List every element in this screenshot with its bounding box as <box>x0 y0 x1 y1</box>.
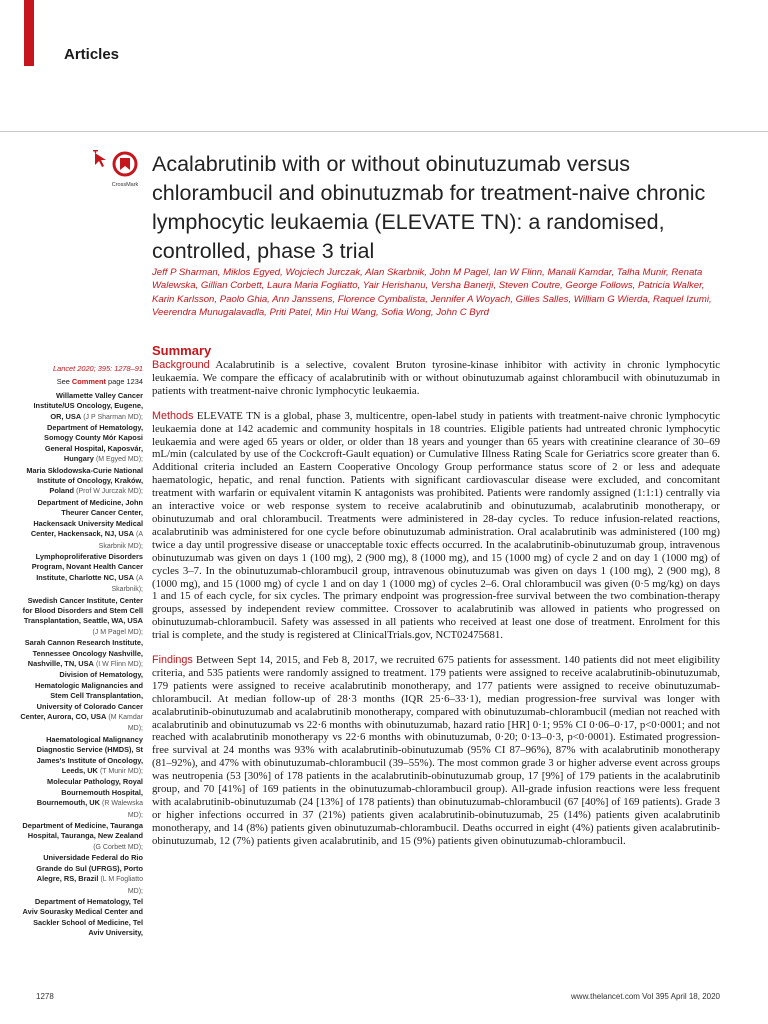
see-comment <box>20 377 143 387</box>
methods-label: Methods <box>152 409 194 422</box>
crossmark-label: CrossMark <box>111 182 139 188</box>
affiliation-institution: Molecular Pathology, Royal Bournemouth Hospital, Bournemouth, UK <box>36 777 143 808</box>
abstract <box>152 359 720 860</box>
affiliation-institution: Sarah Cannon Research Institute, Tennessee Oncology Nashville, Nashville, TN, USA <box>24 638 143 668</box>
affiliation-author: (A Skarbnik MD); <box>98 531 143 550</box>
affiliation-author: (I W Flinn MD); <box>95 660 143 668</box>
affiliation-institution: Department of Medicine, John Theurer Cancer Center, Hackensack University Medical Center, Hackensack, NJ, USA <box>30 497 143 539</box>
header-divider <box>0 131 768 132</box>
affiliation-item <box>20 821 143 853</box>
affiliation-list <box>20 391 143 939</box>
affiliation-item <box>20 777 143 821</box>
citation-text: Lancet 2020; 395: 1278–91 <box>52 364 143 373</box>
affiliation-item <box>20 670 143 734</box>
affiliation-item <box>20 897 143 939</box>
author-list: Jeff P Sharman, Miklos Egyed, Wojciech Jurczak, Alan Skarbnik, John M Pagel, Ian W Flinn, Manali Kamdar, Talha Munir, Renata Walewska, Gillian Corbett, Laura Maria Fogliatto, Yair Herishanu, Versha Banerji, Steven Coutre, George Follows, Patricia Walker, Karin Karlsson, Paolo Ghia, Ann Janssens, Florence Cymbalista, Jennifer A Woyach, Gilles Salles, William G Wierda, Raquel Izumi, Veerendra Munugalavadla, Priti Patel, Min Hui Wang, Sofia Wong, John C Byrd <box>152 267 712 319</box>
section-label: Articles <box>64 46 120 63</box>
methods-text: ELEVATE TN is a global, phase 3, multicentre, open-label study in patients with treatment-naive chronic lymphocytic leukaemia done at 142 academic and community hospitals in 18 countries. Eligible patients had untreated chronic lymphocytic leukaemia and were aged 65 years or older, or older than 18 years and younger than 65 years with creatinine clearance of 30–69 mL/min (calculated by use of the Cockcroft-Gault equation) or Cumulative Illness Rating Scale for Geriatrics score greater than 6. Additional criteria included an Eastern Cooperative Oncology Group performance status score of 2 or less and adequate haematologic, hepatic, and renal function. Patients with significant cardiovascular disease were excluded, and concomitant treatment with warfarin or equivalent vitamin K antagonists was prohibited. Patients were randomly assigned (1:1:1) centrally via an interactive voice or web response system to receive acalabrutinib and obinutuzumab, acalabrutinib monotherapy, or obinutuzumab and oral chlorambucil. Treatments were administered in 28-day cycles. To reduce infusion-related reactions, acalabrutinib was administered for one cycle before obinutuzumab administration. Oral acalabrutinib was administered (100 mg) twice a day until progressive disease or unacceptable toxic effects occurred. In the acalabrutinib-obinutuzumab group, intravenous obinutuzumab was given on days 1 (100 mg), 2 (900 mg), 8 (1000 mg), and 15 (1000 mg) of cycle 2 and on day 1 (1000 mg) of cycles 3–7. In the obinutuzumab-chlorambucil group, intravenous obinutuzumab was given on days 1 (100 mg), 2 (900 mg), 8 (1000 mg), and 15 (1000 mg) of cycle 1 and on day 1 (1000 mg) of cycles 2–6. Oral chlorambucil was given (0·5 mg/kg) on days 1 and 15 of each cycle, for six cycles. The primary endpoint was progression-free survival between the two combination-therapy groups, assessed by independent review committee. Crossover to acalabrutinib was allowed in patients who progressed on obinutuzumab-chlorambucil. Safety was assessed in all patients who received at least one dose of treatment. Enrolment for this trial is complete, and the study is registered at ClinicalTrials.gov, NCT02475681. <box>152 409 720 642</box>
findings-label: Findings <box>152 654 193 667</box>
affiliation-author: (M Kamdar MD); <box>108 714 143 733</box>
background-text: Acalabrutinib is a selective, covalent Bruton tyrosine-kinase inhibitor with activity in chronic lymphocytic leukaemia. We compare the efficacy of acalabrutinib with or without obinutuzumab against chlorambucil with obinutuzumab in patients with treatment-naive chronic lymphocytic leukaemia. <box>152 359 720 397</box>
page-number: 1278 <box>36 992 54 1001</box>
affiliation-author: (A Skarbnik); <box>111 574 143 594</box>
citation <box>20 364 143 374</box>
affiliation-institution: Department of Hematology, Tel Aviv Sourasky Medical Center and Sackler School of Medicine, Tel Aviv University, <box>22 896 143 938</box>
see-prefix: See <box>56 377 72 387</box>
affiliation-author: (T Munir MD); <box>99 768 143 776</box>
affiliation-item <box>20 391 143 423</box>
affiliation-author: (R Walewska MD); <box>102 800 143 819</box>
affiliation-author: (J P Sharman MD); <box>83 413 143 421</box>
affiliation-institution: Universidade Federal do Rio Grande do Sul (UFRGS), Porto Alegre, RS, Brazil <box>36 853 143 884</box>
affiliation-institution: Department of Hematology, Somogy County Mór Kaposi General Hospital, Kaposvár, Hungary <box>44 423 143 464</box>
affiliation-author: (G Corbett MD); <box>93 843 143 851</box>
affiliation-author: (J M Pagel MD); <box>92 628 143 636</box>
cursor-plus-icon <box>93 150 106 167</box>
affiliation-institution: Haematological Malignancy Diagnostic Service (HMDS), St James's Institute of Oncology, Leeds, UK <box>36 734 143 776</box>
affiliation-institution: Department of Medicine, Tauranga Hospital, Tauranga, New Zealand <box>22 821 143 841</box>
affiliation-institution: Willamette Valley Cancer Institute/US Oncology, Eugene, OR, USA <box>33 390 143 421</box>
journal-red-bar <box>24 0 34 66</box>
background-label: Background <box>152 359 210 371</box>
affiliation-institution: Division of Hematology, Hematologic Malignancies and Stem Cell Transplantation, University of Colorado Cancer Center, Aurora, CO, USA <box>20 670 143 721</box>
article-title: Acalabrutinib with or without obinutuzumab versus chlorambucil and obinutuzmab for treatment-naive chronic lymphocytic leukaemia (ELEVATE TN): a randomised, controlled, phase 3 trial <box>152 152 706 263</box>
journal-footer: www.thelancet.com Vol 395 April 18, 2020 <box>571 992 720 1001</box>
summary-heading: Summary <box>152 343 212 358</box>
affiliation-item <box>20 735 143 778</box>
sidebar <box>20 364 143 939</box>
affiliation-institution: Lymphoproliferative Disorders Program, Novant Health Cancer Institute, Charlotte NC, USA <box>31 551 143 582</box>
see-suffix: page 1234 <box>106 377 143 387</box>
affiliation-item <box>20 423 143 466</box>
findings-text: Between Sept 14, 2015, and Feb 8, 2017, we recruited 675 patients for assessment. 140 patients did not meet eligibility criteria, and 535 patients were randomly assigned to treatment. 179 patients were assigned to receive acalabrutinib-obinutuzumab, 179 patients were assigned to receive acalabrutinib monotherapy, and 177 patients were assigned to receive obinutuzumab-chlorambucil. At median follow-up of 28·3 months (IQR 25·6–33·1), median progression-free survival was longer with acalabrutinib-obinutuzumab and acalabrutinib monotherapy, compared with obinutuzumab-chlorambucil (median not reached with acalabrutinib and obinutuzumab vs 22·6 months with obinutuzumab, hazard ratio [HR] 0·1; 95% CI 0·06–0·17, p<0·0001; and not reached with acalabrutinib monotherapy vs 22·6 months with obinutuzumab, 0·20; 0·13–0·3, p<0·0001). Estimated progression-free survival at 24 months was 93% with acalabrutinib-obinutuzumab (95% CI 87–96%), 87% with acalabrutinib monotherapy (81–92%), and 47% with obinutuzumab-chlorambucil (39–55%). The most common grade 3 or higher adverse event across groups was neutropenia (53 [30%] of 178 patients in the acalabrutinib-obinutuzumab group, 17 [9%] of 179 patients in the acalabrutinib group, and 70 [41%] of 169 patients in the obinutuzumab-chlorambucil group). All-grade infusion reactions were less frequent with acalabrutinib-obinutuzumab (24 [13%] of 178 patients) than obinutuzumab-chlorambucil (67 [40%] of 169 patients). Grade 3 or higher infections occurred in 37 (21%) patients given acalabrutinib-obinutuzumab, 25 (14%) patients given acalabrutinib monotherapy, and 14 (8%) patients given obinutuzumab-chlorambucil. Deaths occurred in eight (4%) patients given acalabrutinib-obinutuzumab, 12 (7%) patients given acalabrutinib, and 15 (9%) patients given obinutuzumab-chlorambucil. <box>152 654 720 847</box>
findings-paragraph <box>152 654 720 848</box>
affiliation-item <box>20 466 143 498</box>
crossmark-icon[interactable] <box>92 150 142 190</box>
affiliation-institution: Maria Sklodowska-Curie National Institute of Oncology, Kraków, Poland <box>26 465 143 496</box>
affiliation-item <box>20 638 143 670</box>
affiliation-author: (Prof W Jurczak MD); <box>76 488 143 496</box>
affiliation-item <box>20 596 143 639</box>
methods-paragraph <box>152 410 720 642</box>
affiliation-item <box>20 498 143 552</box>
affiliation-author: (L M Fogliatto MD); <box>100 876 143 895</box>
background-paragraph <box>152 359 720 398</box>
affiliation-item <box>20 552 143 596</box>
affiliation-item <box>20 853 143 897</box>
comment-link[interactable]: Comment <box>71 377 106 387</box>
affiliation-institution: Swedish Cancer Institute, Center for Blood Disorders and Stem Cell Transplantation, Seattle, WA, USA <box>22 595 143 626</box>
affiliation-author: (M Egyed MD); <box>95 456 143 464</box>
